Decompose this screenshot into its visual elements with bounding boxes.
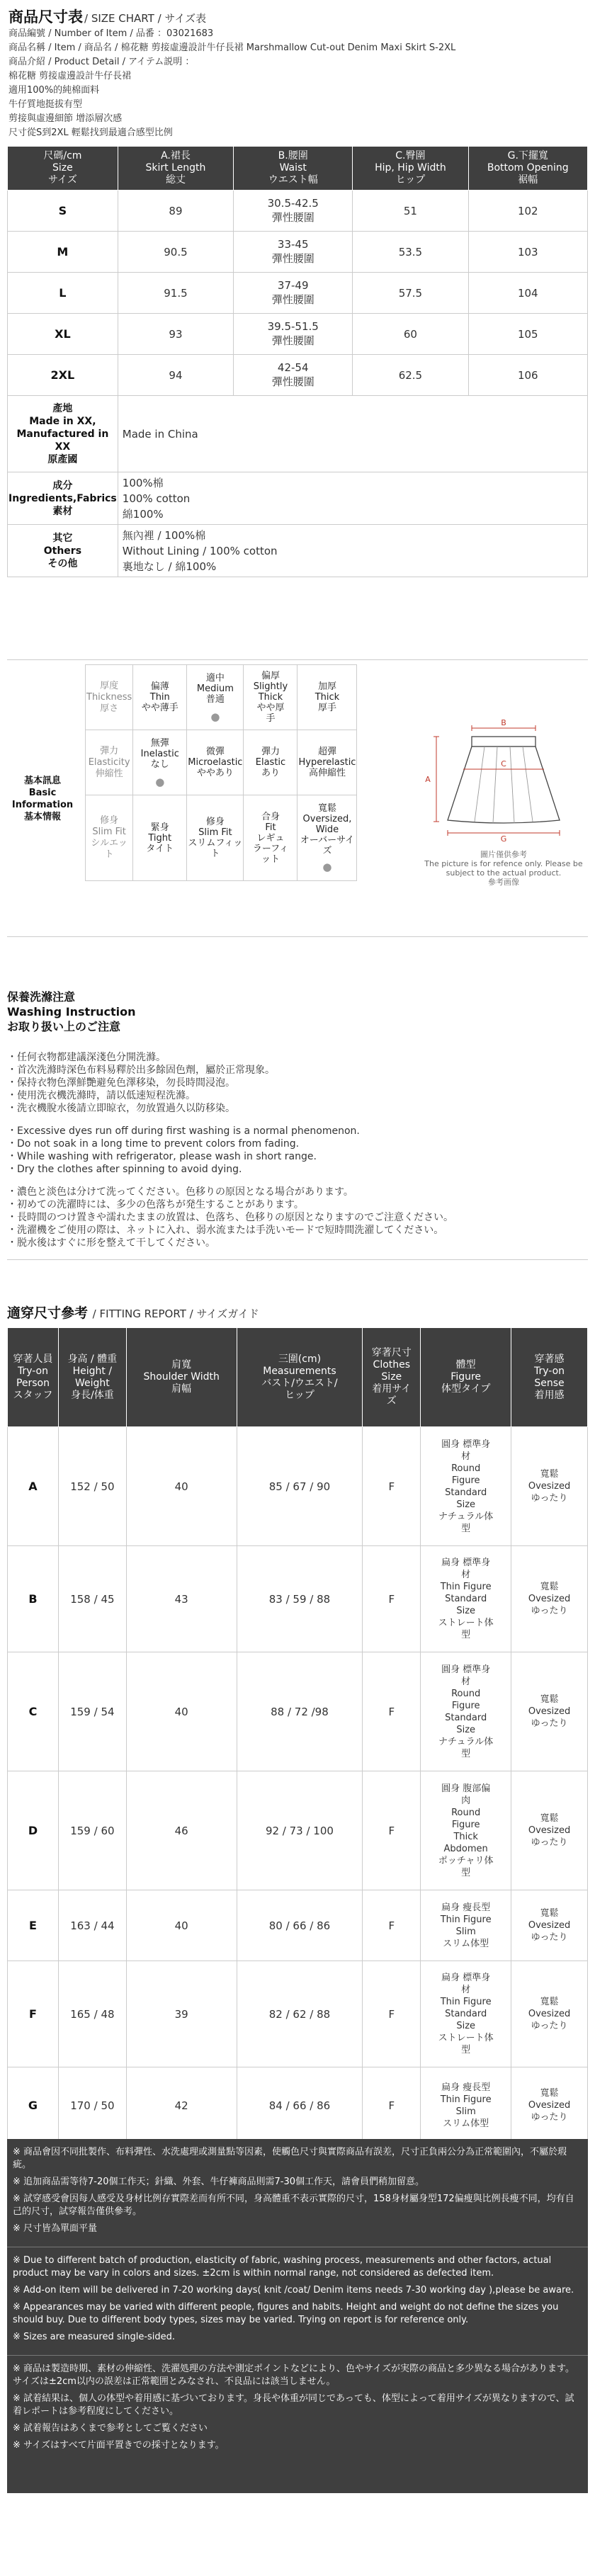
bottom-value: 103	[468, 232, 587, 273]
person-id: G	[8, 2067, 59, 2144]
info-line: 適用100%的純棉面料	[8, 85, 100, 96]
info-line: 商品名稱 / Item / 商品名 / 棉花糖 剪接虛邊設計牛仔長裙 Marshmallow Cut-out Denim Maxi Skirt S-2XL	[8, 42, 456, 53]
note-line: ※ 尺寸皆為單面平量	[13, 2223, 98, 2234]
waist-value: 39.5-51.5 彈性腰圍	[234, 314, 353, 355]
material-value: 100%棉 100% cotton 綿100%	[118, 472, 587, 525]
height-weight: 159 / 60	[58, 1771, 126, 1890]
measurements: 80 / 66 / 86	[237, 1890, 363, 1961]
height-weight: 165 / 48	[58, 1961, 126, 2067]
info-line: 商品編號 / Number of Item / 品番 ：03021683	[8, 28, 214, 39]
washing-line: ・Do not soak in a long time to prevent colors from fading.	[7, 1138, 300, 1150]
try-on-sense: 寬鬆 Ovesized ゆったり	[511, 1546, 588, 1652]
info-line: 牛仔質地挺拔有型	[8, 99, 83, 110]
elasticity-label: 彈力 Elasticity 伸縮性	[86, 730, 133, 795]
header-height-weight: 身高 / 體重 Height / Weight 身長/体重	[58, 1328, 126, 1427]
bottom-value: 102	[468, 191, 587, 232]
washing-group-en	[7, 1125, 588, 1176]
washing-line: ・Dry the clothes after spinning to avoid dying.	[7, 1164, 242, 1175]
material-label: 成分 Ingredients,Fabrics 素材	[8, 472, 118, 525]
fitting-row	[8, 1652, 588, 1771]
fit-label: 修身 Slim Fit シルエット	[86, 795, 133, 881]
other-value: 無內裡 / 100%棉 Without Lining / 100% cotton 裏地なし / 綿100%	[118, 525, 587, 577]
elasticity-option: 超彈 Hyperelastic 高伸縮性	[298, 730, 357, 795]
info-line: 剪接與虛邊細節 增添層次感	[8, 113, 123, 124]
figure-type: 扁身 標準身 材 Thin Figure Standard Size ストレート体 型	[421, 1961, 511, 2067]
size-label: XL	[8, 314, 118, 355]
origin-label: 產地 Made in XX, Manufactured in XX 原產國	[8, 396, 118, 472]
bottom-value: 105	[468, 314, 587, 355]
header-person: 穿著人員 Try-on Person スタッフ	[8, 1328, 59, 1427]
length-value: 89	[118, 191, 233, 232]
basic-info-label: 基本訊息 Basic Information 基本情報	[11, 776, 74, 822]
header-size: 尺碼/cm Size サイズ	[8, 147, 118, 191]
size-row	[8, 314, 588, 355]
thickness-option: 偏薄 Thin やや薄手	[133, 665, 187, 730]
person-id: D	[8, 1771, 59, 1890]
washing-line: ・洗濯機をご使用の際は、ネットに入れ、弱水流または手洗いモードで短時間洗濯してください。	[7, 1225, 444, 1236]
washing-line: ・濃色と淡色は分けて洗ってください。色移りの原因となる場合があります。	[7, 1186, 353, 1198]
size-chart-table	[7, 146, 588, 577]
diagram-label-g: G	[500, 834, 507, 844]
elasticity-option: 微彈 Microelastic ややあり	[187, 730, 244, 795]
figure-type: 扁身 瘦長型 Thin Figure Slim スリム体型	[421, 1890, 511, 1961]
measurements: 85 / 67 / 90	[237, 1427, 363, 1546]
clothes-size: F	[363, 1961, 421, 2067]
size-label: M	[8, 232, 118, 273]
washing-line: ・While washing with refrigerator, please wash in short range.	[7, 1151, 317, 1162]
fit-row	[86, 795, 357, 881]
elasticity-option: 無彈 Inelastic なし ●	[133, 730, 187, 795]
note-line: ※ Sizes are measured single-sided.	[13, 2332, 176, 2342]
selected-dot: ●	[210, 710, 220, 723]
shoulder-width: 39	[126, 1961, 237, 2067]
fit-option: 修身 Slim Fit スリムフィット	[187, 795, 244, 881]
length-value: 91.5	[118, 273, 233, 314]
washing-line: ・任何衣物都建議深淺色分開洗滌。	[7, 1052, 166, 1063]
shoulder-width: 40	[126, 1427, 237, 1546]
thickness-option: 適中 Medium 普通 ●	[187, 665, 244, 730]
try-on-sense: 寬鬆 Ovesized ゆったり	[511, 2067, 588, 2144]
fit-option: 合身 Fit レギュ ラーフィ ット	[244, 795, 298, 881]
header-waist: B.腰圍 Waist ウエスト幅	[234, 147, 353, 191]
washing-instructions	[7, 1051, 588, 1249]
fitting-section	[7, 1303, 588, 2144]
note-line: ※ 試着結果は、個人の体型や着用感に基づいております。身長や体重が同じであっても、体型によって着用サイズが異なりますので、試着レポートは参考程度にしてください。	[13, 2393, 574, 2417]
washing-line: ・Excessive dyes run off during first washing is a normal phenomenon.	[7, 1125, 360, 1137]
measurements: 84 / 66 / 86	[237, 2067, 363, 2144]
clothes-size: F	[363, 1427, 421, 1546]
hip-value: 62.5	[353, 355, 468, 396]
fitting-row	[8, 1546, 588, 1652]
note-line: ※ 商品は製造時期、素材の伸縮性、洗濯処理の方法や測定ポイントなどにより、色やサイズが実際の商品と多少異なる場合があります。サイズは±2cm以内の誤差は正常範囲とみなされ、不良品には該当しません。	[13, 2364, 574, 2387]
page-bottom-space	[7, 2493, 588, 2576]
size-chart-title	[8, 6, 588, 27]
figure-type: 圓身 標準身 材 Round Figure Standard Size ナチュラル体 型	[421, 1652, 511, 1771]
size-chart-header-row	[8, 147, 588, 191]
figure-type: 扁身 瘦長型 Thin Figure Slim スリム体型	[421, 2067, 511, 2144]
section-divider	[7, 1259, 588, 1260]
notes-panel	[7, 2139, 588, 2493]
title-subtitle: / SIZE CHART / サイズ表	[84, 12, 207, 25]
length-value: 90.5	[118, 232, 233, 273]
fitting-header-row	[8, 1328, 588, 1427]
notes-block-en	[7, 2247, 588, 2356]
figure-type: 扁身 標準身 材 Thin Figure Standard Size ストレート体 型	[421, 1546, 511, 1652]
fitting-table	[7, 1327, 588, 2144]
height-weight: 163 / 44	[58, 1890, 126, 1961]
size-label: S	[8, 191, 118, 232]
product-header	[0, 0, 595, 140]
note-line: ※ Due to different batch of production, elasticity of fabric, washing process, measurements and other factors, actual product may be vary in colors and sizes. ±2cm is within normal range, not considered as defected item.	[13, 2255, 552, 2279]
try-on-sense: 寬鬆 Ovesized ゆったり	[511, 1652, 588, 1771]
thickness-option: 偏厚 Slightly Thick やや厚 手	[244, 665, 298, 730]
thickness-option: 加厚 Thick 厚手	[298, 665, 357, 730]
height-weight: 159 / 54	[58, 1652, 126, 1771]
notes-block-zh	[7, 2139, 588, 2247]
hip-value: 57.5	[353, 273, 468, 314]
fitting-row	[8, 1890, 588, 1961]
diagram-label-c: C	[501, 759, 506, 768]
person-id: A	[8, 1427, 59, 1546]
diagram-note: 圖片僅供參考 The picture is for refence only. Please be subject to the actual product. 參考画像	[424, 850, 583, 887]
skirt-outline-icon	[419, 710, 588, 844]
size-row	[8, 273, 588, 314]
info-line: 商品介紹 / Product Detail / アイテム説明 ：	[8, 57, 195, 67]
washing-group-jp	[7, 1186, 588, 1249]
fitting-row	[8, 1771, 588, 1890]
header-sense: 穿著感 Try-on Sense 着用感	[511, 1328, 588, 1427]
clothes-size: F	[363, 2067, 421, 2144]
shoulder-width: 40	[126, 1890, 237, 1961]
note-line: ※ 商品會因不同批製作、布料彈性、水洗處理或測量點等因素，使觸色尺寸與實際商品有誤差，尺寸正負兩公分為正常範圍內，不屬於瑕疵。	[13, 2147, 567, 2170]
fitting-row	[8, 1961, 588, 2067]
try-on-sense: 寬鬆 Ovesized ゆったり	[511, 1890, 588, 1961]
header-length: A.裙長 Skirt Length 総丈	[118, 147, 233, 191]
thickness-row	[86, 665, 357, 730]
header-hip: C.臀圍 Hip, Hip Width ヒップ	[353, 147, 468, 191]
attribute-grid	[85, 664, 357, 881]
shoulder-width: 40	[126, 1652, 237, 1771]
other-row	[8, 525, 588, 577]
washing-line: ・脱水後はすぐに形を整えて干してください。	[7, 1237, 215, 1249]
fitting-row	[8, 2067, 588, 2144]
info-line: 棉花糖 剪接虛邊設計牛仔長裙	[8, 71, 132, 81]
diagram-label-b: B	[501, 718, 506, 727]
size-row	[8, 355, 588, 396]
shoulder-width: 46	[126, 1771, 237, 1890]
try-on-sense: 寬鬆 Ovesized ゆったり	[511, 1961, 588, 2067]
notes-block-jp	[7, 2356, 588, 2463]
fitting-title: 適穿尺寸參考 / FITTING REPORT / サイズガイド	[7, 1305, 259, 1321]
washing-line: ・初めての洗濯時には、多少の色落ちが発生することがあります。	[7, 1199, 304, 1210]
try-on-sense: 寬鬆 Ovesized ゆったり	[511, 1427, 588, 1546]
clothes-size: F	[363, 1652, 421, 1771]
fit-option: 緊身 Tight タイト	[133, 795, 187, 881]
note-line: ※ 追加商品需等待7-20個工作天；針織、外套、牛仔褲商品則需7-30個工作天，請會員們稍加留意。	[13, 2177, 425, 2187]
height-weight: 170 / 50	[58, 2067, 126, 2144]
origin-value: Made in China	[118, 396, 587, 472]
bottom-value: 104	[468, 273, 587, 314]
selected-dot: ●	[322, 861, 332, 873]
header-measurements: 三圍(cm) Measurements バスト/ウエスト/ ヒップ	[237, 1328, 363, 1427]
size-row	[8, 232, 588, 273]
shoulder-width: 42	[126, 2067, 237, 2144]
waist-value: 37-49 彈性腰圍	[234, 273, 353, 314]
header-shoulder: 肩寬 Shoulder Width 肩幅	[126, 1328, 237, 1427]
info-line: 尺寸從S到2XL 輕鬆找到最適合感型比例	[8, 127, 173, 138]
measurements: 83 / 59 / 88	[237, 1546, 363, 1652]
washing-line: ・首次洗滌時深色布料易釋於出多餘固色劑，屬於正常現象。	[7, 1065, 275, 1076]
material-row	[8, 472, 588, 525]
figure-type: 圓身 標準身 材 Round Figure Standard Size ナチュラル体 型	[421, 1427, 511, 1546]
clothes-size: F	[363, 1771, 421, 1890]
size-label: L	[8, 273, 118, 314]
hip-value: 51	[353, 191, 468, 232]
header-bottom: G.下擺寬 Bottom Opening 裾幅	[468, 147, 587, 191]
measurements: 82 / 62 / 88	[237, 1961, 363, 2067]
thickness-label: 厚度 Thickness 厚さ	[86, 665, 133, 730]
washing-section	[7, 989, 588, 1260]
origin-row	[8, 396, 588, 472]
skirt-diagram	[419, 710, 588, 887]
selected-dot: ●	[155, 775, 165, 788]
waist-value: 33-45 彈性腰圍	[234, 232, 353, 273]
note-line: ※ Add-on item will be delivered in 7-20 working days( knit /coat/ Denim items needs 7-30 working day ),please be aware.	[13, 2285, 574, 2296]
washing-line: ・長時間のつけ置きや濡れたままの放置は、色落ち、色移りの原因となりますのでご注意ください。	[7, 1212, 453, 1223]
other-label: 其它 Others その他	[8, 525, 118, 577]
washing-title: 保養洗滌注意 Washing Instruction お取り扱い上のご注意	[7, 990, 136, 1033]
try-on-sense: 寬鬆 Ovesized ゆったり	[511, 1771, 588, 1890]
note-line: ※ 試着報告はあくまで参考としてご覧ください	[13, 2423, 208, 2434]
note-line: ※ サイズはすべて片面平置きでの採寸となります。	[13, 2440, 225, 2451]
figure-type: 圓身 腹部偏 肉 Round Figure Thick Abdomen ポッチャリ体 型	[421, 1771, 511, 1890]
basic-info-section	[7, 659, 588, 937]
measurements: 92 / 73 / 100	[237, 1771, 363, 1890]
bottom-value: 106	[468, 355, 587, 396]
person-id: F	[8, 1961, 59, 2067]
washing-line: ・保持衣物色澤鮮艷避免色澤移染，勿長時間浸泡。	[7, 1077, 235, 1089]
clothes-size: F	[363, 1546, 421, 1652]
person-id: E	[8, 1890, 59, 1961]
header-figure: 體型 Figure 体型タイプ	[421, 1328, 511, 1427]
washing-group-zh	[7, 1051, 588, 1115]
hip-value: 60	[353, 314, 468, 355]
length-value: 94	[118, 355, 233, 396]
waist-value: 30.5-42.5 彈性腰圍	[234, 191, 353, 232]
header-clothes-size: 穿著尺寸 Clothes Size 着用サイ ズ	[363, 1328, 421, 1427]
waist-value: 42-54 彈性腰圍	[234, 355, 353, 396]
fit-option: 寬鬆 Oversized, Wide オーバーサイ ズ ●	[298, 795, 357, 881]
size-row	[8, 191, 588, 232]
measurements: 88 / 72 /98	[237, 1652, 363, 1771]
fitting-row	[8, 1427, 588, 1546]
hip-value: 53.5	[353, 232, 468, 273]
title-text: 商品尺寸表	[8, 8, 83, 25]
shoulder-width: 43	[126, 1546, 237, 1652]
elasticity-option: 彈力 Elastic あり	[244, 730, 298, 795]
height-weight: 158 / 45	[58, 1546, 126, 1652]
clothes-size: F	[363, 1890, 421, 1961]
note-line: ※ Appearances may be varied with different people, figures and habits. Height and weight do not define the sizes you should buy. Due to different body types, sizes may be varied. Trying on report is for reference only.	[13, 2302, 559, 2325]
length-value: 93	[118, 314, 233, 355]
height-weight: 152 / 50	[58, 1427, 126, 1546]
diagram-label-a: A	[425, 775, 431, 784]
person-id: C	[8, 1652, 59, 1771]
person-id: B	[8, 1546, 59, 1652]
size-label: 2XL	[8, 355, 118, 396]
washing-line: ・使用洗衣機洗滌時，請以低速短程洗滌。	[7, 1090, 196, 1101]
elasticity-row	[86, 730, 357, 795]
note-line: ※ 試穿感受會因每人感受及身材比例存實際差而有所不同，身高體重不表示實際的尺寸，158身材屬身型172偏瘦與比例長瘦不同，均有自己的尺寸，試穿報告僅供參考。	[13, 2194, 574, 2217]
washing-line: ・洗衣機脫水後請立即晾衣，勿放置過久以防移染。	[7, 1103, 235, 1114]
